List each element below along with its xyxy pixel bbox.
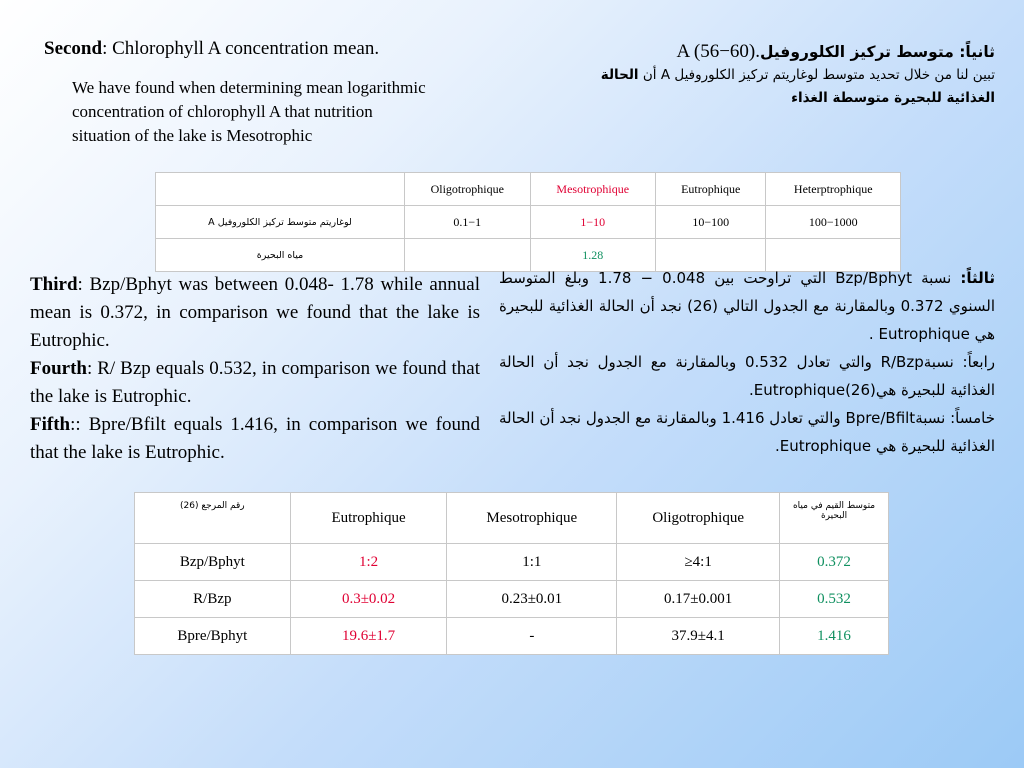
table-row (135, 618, 889, 655)
second-label: Second (44, 38, 103, 59)
second-block-ar (480, 40, 995, 110)
table-header-cell: Eutrophique (655, 173, 766, 206)
table-header-row (135, 493, 889, 544)
table-cell: 0.17±0.001 (617, 581, 780, 618)
chlorophyll-table (155, 172, 901, 272)
table-cell: مياه البحيرة (156, 239, 405, 272)
table-row (156, 206, 901, 239)
fourth-paragraph-en (30, 355, 480, 411)
fourth-paragraph-ar: رابعاً: نسبةR/Bzp والتي تعادل 0.532 وبالمقارنة مع الجدول نجد أن الحالة الغذائية للبحيرة هيEutrophique(26). (499, 353, 995, 399)
table-cell: 1.28 (530, 239, 655, 272)
table-row (135, 544, 889, 581)
table-cell: 37.9±4.1 (617, 618, 780, 655)
table-cell: لوغاريتم متوسط تركيز الكلوروفيل A (156, 206, 405, 239)
table-cell: 19.6±1.7 (290, 618, 447, 655)
second-body-ar-bold: الحالة (600, 67, 639, 83)
table-header-cell: Eutrophique (290, 493, 447, 544)
second-body-ar (480, 64, 995, 87)
table-cell: 0.372 (780, 544, 889, 581)
fifth-paragraph-en (30, 411, 480, 467)
table-cell: 1−10 (530, 206, 655, 239)
table-row (135, 581, 889, 618)
third-label: Third (30, 274, 78, 295)
third-label-ar: ثالثاً: (960, 269, 995, 287)
second-body-ar-line1: تبين لنا من خلال تحديد متوسط لوغاريتم تركيز الكلوروفيل A أن (642, 67, 995, 83)
fourth-text: : R/ Bzp equals 0.532, in comparison we found that the lake is Eutrophic. (30, 358, 480, 407)
table-cell: 100−1000 (766, 206, 901, 239)
table-header-cell: Mesotrophique (530, 173, 655, 206)
table-header-cell: رقم المرجع (26) (135, 493, 291, 544)
third-text: : Bzp/Bphyt was between 0.048- 1.78 while annual mean is 0.372, in comparison we found that the lake is Eutrophic. (30, 274, 480, 351)
table-header-row (156, 173, 901, 206)
table-cell: R/Bzp (135, 581, 291, 618)
table-cell: Bzp/Bphyt (135, 544, 291, 581)
table-header-cell: Oligotrophique (617, 493, 780, 544)
table-cell: 0.23±0.01 (447, 581, 617, 618)
table-cell: - (447, 618, 617, 655)
second-body-ar-line2: الغذائية للبحيرة متوسطة الغذاء (791, 90, 995, 106)
table-cell: 0.1−1 (405, 206, 531, 239)
second-title: : Chlorophyll A concentration mean. (102, 38, 380, 59)
second-heading-ar (480, 40, 995, 64)
table-cell: 1:2 (290, 544, 447, 581)
findings-ar (499, 264, 995, 460)
second-heading-ar-text: ثانياً: متوسط تركيز الكلوروفيل (760, 43, 995, 61)
table-cell: Bpre/Bphyt (135, 618, 291, 655)
third-text-ar: نسبة Bzp/Bphyt التي تراوحت بين 0.048 − 1.78 وبلغ المتوسط السنوي 0.372 وبالمقارنة مع الجدول التالي (26) نجد أن الحالة الغذائية للبحيرة هي Eutrophique . (499, 269, 996, 343)
table-header-cell (156, 173, 405, 206)
ratio-comparison-table (134, 492, 889, 655)
second-heading-ar-ref: A (56−60). (676, 41, 761, 62)
table-header-cell: Mesotrophique (447, 493, 617, 544)
table-cell: 1:1 (447, 544, 617, 581)
findings-en (30, 271, 480, 467)
fifth-text: :: Bpre/Bfilt equals 1.416, in comparison we found that the lake is Eutrophic. (30, 414, 480, 463)
table-header-cell: Heterptrophique (766, 173, 901, 206)
table-cell: ≥4:1 (617, 544, 780, 581)
table-cell: 0.532 (780, 581, 889, 618)
third-paragraph-ar (499, 264, 995, 348)
second-body-en: We have found when determining mean logarithmic concentration of chlorophyll A that nutrition situation of the lake is Mesotrophic (72, 78, 426, 145)
fourth-label: Fourth (30, 358, 87, 379)
table-header-cell: متوسط القيم في مياه البحيرة (780, 493, 889, 544)
third-paragraph-en (30, 271, 480, 355)
fifth-paragraph-ar: خامساً: نسبةBpre/Bfilt والتي تعادل 1.416 وبالمقارنة مع الجدول نجد أن الحالة الغذائية للبحيرة هي Eutrophique. (499, 409, 996, 455)
table-cell: 10−100 (655, 206, 766, 239)
table-header-cell: Oligotrophique (405, 173, 531, 206)
table-cell: 0.3±0.02 (290, 581, 447, 618)
table-cell: 1.416 (780, 618, 889, 655)
second-heading-en (44, 38, 379, 60)
fifth-label: Fifth (30, 414, 71, 435)
